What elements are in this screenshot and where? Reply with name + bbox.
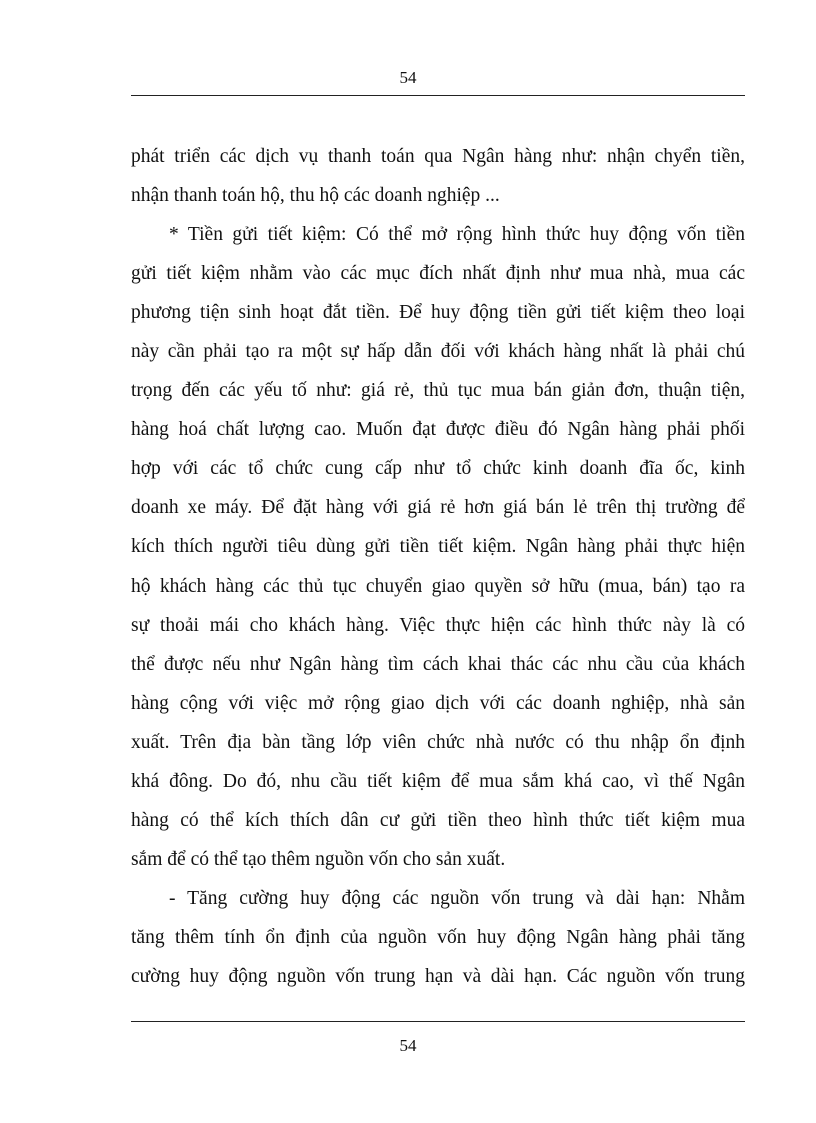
text-line: hàng có thể kích thích dân cư gửi tiền theo hình thức tiết kiệm mua [131,809,745,831]
footer-rule [131,1021,745,1022]
text-line: phát triển các dịch vụ thanh toán qua Ngân hàng như: nhận chyển tiền, [131,146,745,167]
text-line: cường huy động nguồn vốn trung hạn và dài hạn. Các nguồn vốn trung [131,965,745,987]
text-line: tăng thêm tính ổn định của nguồn vốn huy động Ngân hàng phải tăng [131,926,745,948]
text-line: sắm để có thể tạo thêm nguồn vốn cho sản xuất. [131,848,506,870]
text-line: doanh xe máy. Để đặt hàng với giá rẻ hơn giá bán lẻ trên thị trường để [131,497,745,519]
footer-page-number: 54 [399,1036,417,1055]
header-page-number: 54 [399,68,417,87]
text-line: * Tiền gửi tiết kiệm: Có thể mở rộng hình thức huy động vốn tiền [169,224,745,246]
text-line: trọng đến các yếu tố như: giá rẻ, thủ tục mua bán giản đơn, thuận tiện, [131,380,745,402]
text-line: hàng cộng với việc mở rộng giao dịch với các doanh nghiệp, nhà sản [131,692,745,714]
body-text [131,143,745,1002]
text-line: khá đông. Do đó, nhu cầu tiết kiệm để mua sắm khá cao, vì thế Ngân [131,770,745,792]
text-line: sự thoải mái cho khách hàng. Việc thực hiện các hình thức này là có [131,614,745,636]
text-line: hợp với các tổ chức cung cấp như tổ chức kinh doanh đĩa ốc, kinh [131,458,745,480]
text-line: nhận thanh toán hộ, thu hộ các doanh nghiệp ... [131,185,500,207]
text-line: xuất. Trên địa bàn tầng lớp viên chức nhà nước có thu nhập ổn định [131,731,745,753]
header-rule [131,95,745,96]
text-line: thể được nếu như Ngân hàng tìm cách khai thác các nhu cầu của khách [131,653,745,675]
text-line: hộ khách hàng các thủ tục chuyển giao quyền sở hữu (mua, bán) tạo ra [131,575,745,597]
text-line: gửi tiết kiệm nhằm vào các mục đích nhất định như mua nhà, mua các [131,263,745,285]
text-line: - Tăng cường huy động các nguồn vốn trung và dài hạn: Nhằm [169,887,745,909]
text-line: phương tiện sinh hoạt đắt tiền. Để huy động tiền gửi tiết kiệm theo loại [131,302,745,324]
text-line: này cần phải tạo ra một sự hấp dẫn đối với khách hàng nhất là phải chú [131,341,745,363]
text-line: kích thích người tiêu dùng gửi tiền tiết kiệm. Ngân hàng phải thực hiện [131,536,745,558]
text-line: hàng hoá chất lượng cao. Muốn đạt được điều đó Ngân hàng phải phối [131,419,745,441]
